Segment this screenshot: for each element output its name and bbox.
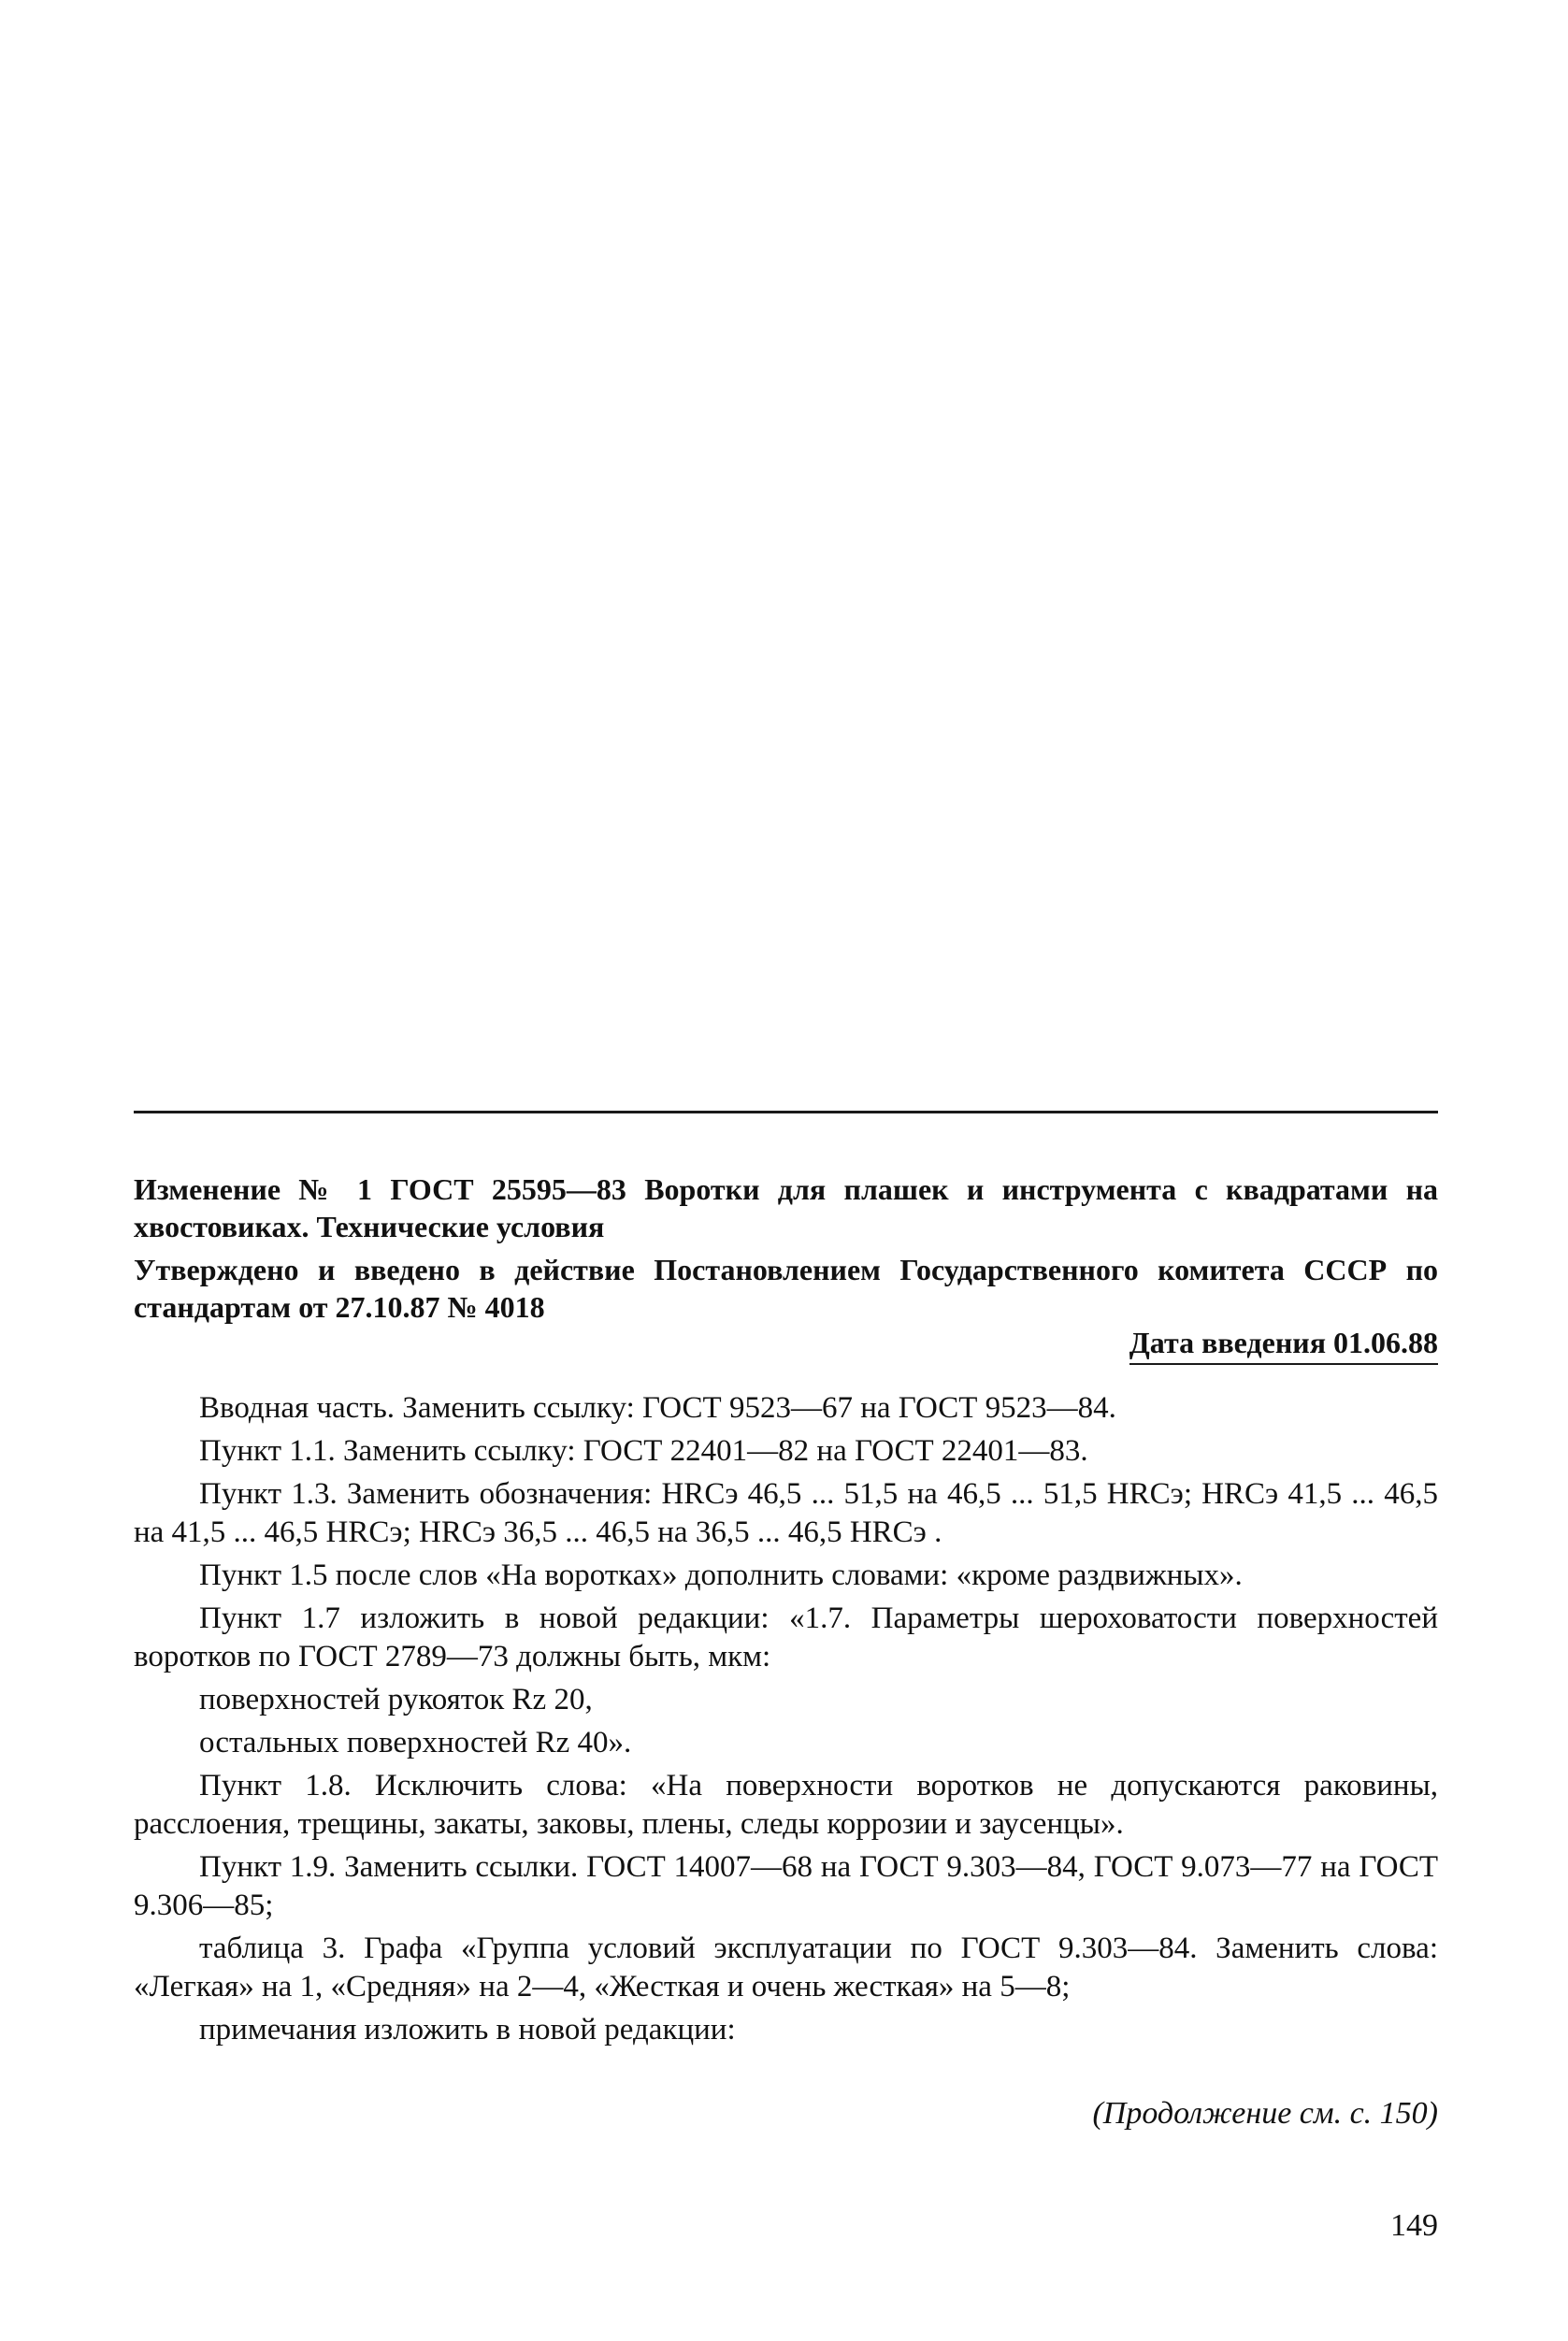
paragraph-clause-1-8: Пункт 1.8. Исключить слова: «На поверхности воротков не допускаются раковины, расслоения, трещины, закаты, заковы, плены, следы коррозии и заусенцы». [134,1769,1438,1841]
amendment-title: Изменение № 1 ГОСТ 25595—83 Воротки для плашек и инструмента с квадратами на хвостовиках. Технические условия [134,1172,1438,1243]
paragraph-clause-1-9: Пункт 1.9. Заменить ссылки. ГОСТ 14007—68 на ГОСТ 9.303—84, ГОСТ 9.073—77 на ГОСТ 9.306—85; [134,1850,1438,1922]
top-divider [134,1111,1438,1113]
paragraph-clause-1-5: Пункт 1.5 после слов «На воротках» дополнить словами: «кроме раздвижных». [199,1558,1243,1592]
paragraph-clause-1-3: Пункт 1.3. Заменить обозначения: HRCэ 46,5 ... 51,5 на 46,5 ... 51,5 HRCэ; HRCэ 41,5 ... 46,5 на 41,5 ... 46,5 HRCэ; HRCэ 36,5 ... 46,5 на 36,5 ... 46,5 HRCэ . [134,1477,1438,1549]
page-number: 149 [1390,2208,1438,2243]
paragraph-handles-roughness: поверхностей рукояток Rz 20, [199,1683,593,1716]
paragraph-table-3: таблица 3. Графа «Группа условий эксплуатации по ГОСТ 9.303—84. Заменить слова: «Легкая» на 1, «Средняя» на 2—4, «Жесткая и очень жесткая» на 5—8; [134,1932,1438,2003]
intro-date-text: Дата введения 01.06.88 [1129,1324,1438,1365]
amendment-body [134,1389,1438,2054]
intro-date [935,1324,1438,1365]
paragraph-notes: примечания изложить в новой редакции: [199,2013,736,2047]
paragraph-intro-part: Вводная часть. Заменить ссылку: ГОСТ 9523—67 на ГОСТ 9523—84. [199,1391,1116,1425]
paragraph-clause-1-7: Пункт 1.7 изложить в новой редакции: «1.7. Параметры шероховатости поверхностей воротков по ГОСТ 2789—73 должны быть, мкм: [134,1601,1438,1673]
continuation-note: (Продолжение см. с. 150) [1092,2096,1438,2131]
paragraph-clause-1-1: Пункт 1.1. Заменить ссылку: ГОСТ 22401—82 на ГОСТ 22401—83. [199,1434,1088,1468]
paragraph-other-roughness: остальных поверхностей Rz 40». [199,1726,632,1759]
approval-note: Утверждено и введено в действие Постановлением Государственного комитета СССР по стандартам от 27.10.87 № 4018 [134,1253,1438,1324]
